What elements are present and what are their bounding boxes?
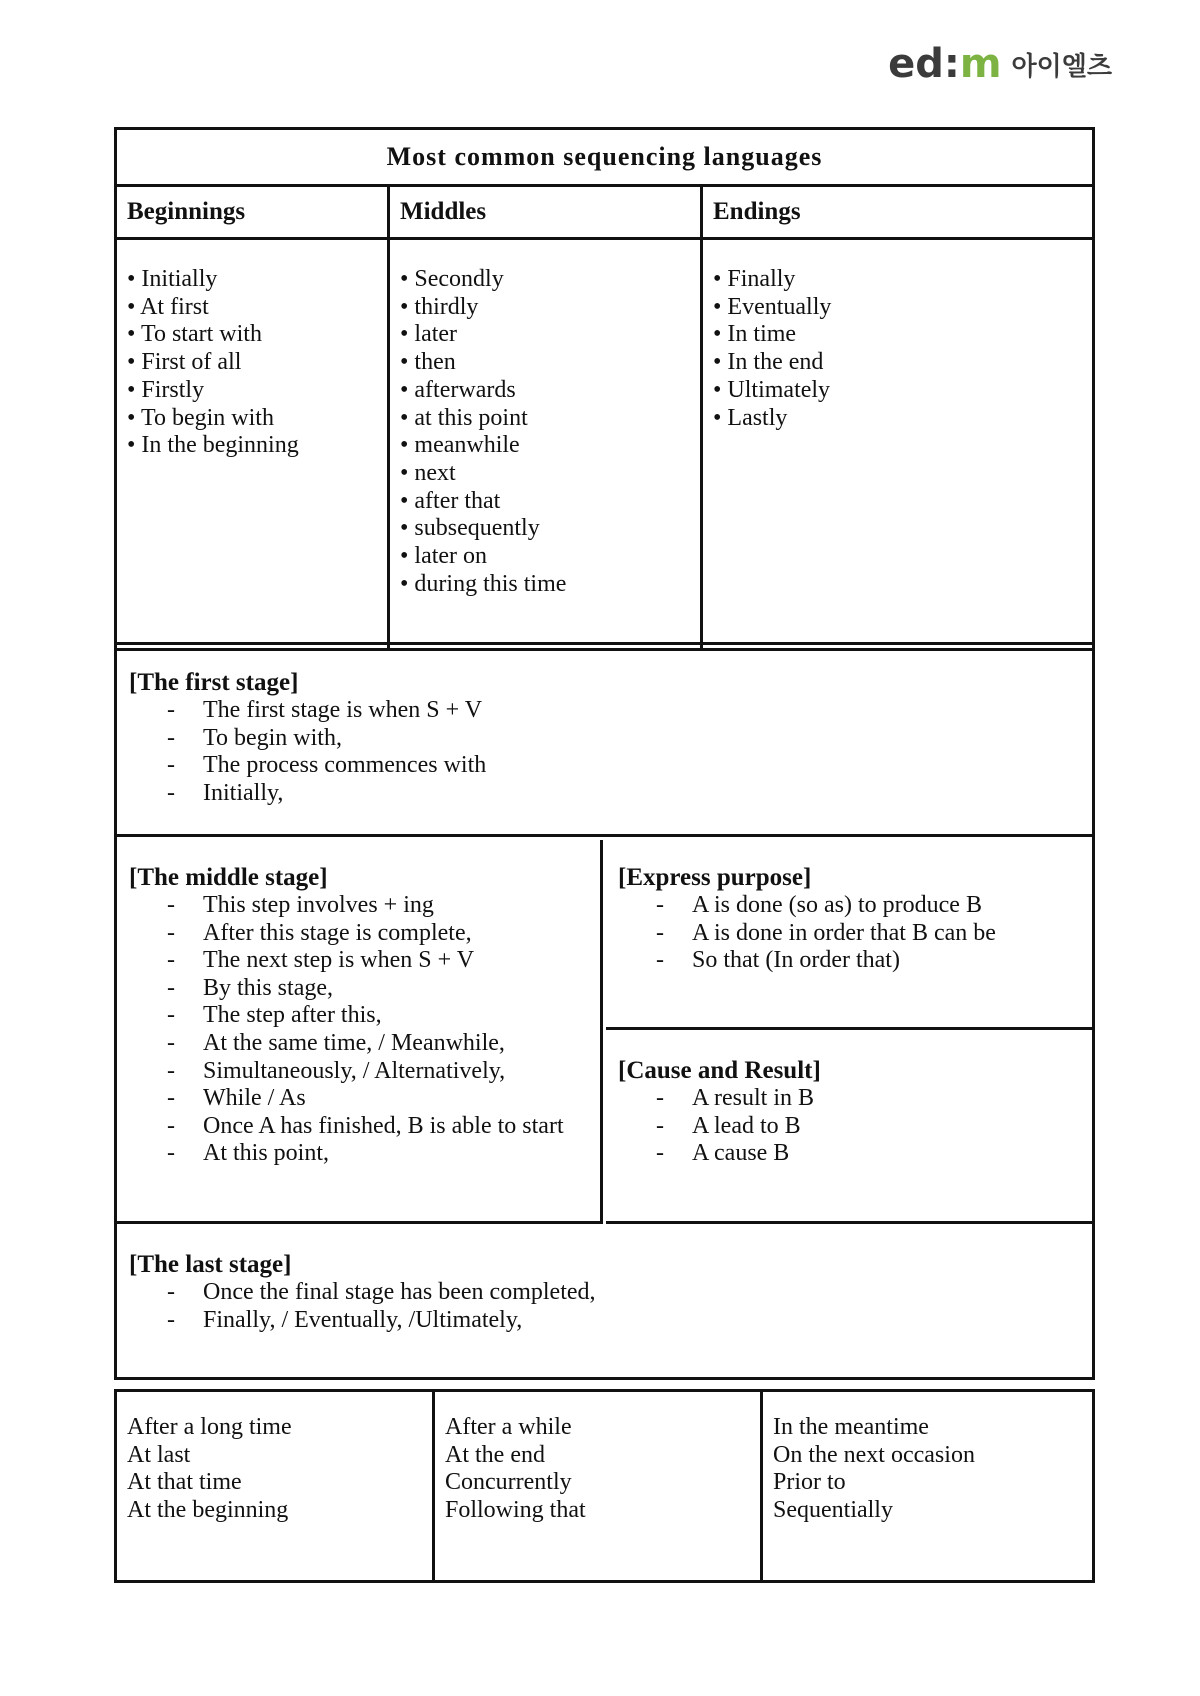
list-item: - A is done (so as) to produce B	[656, 892, 1082, 920]
list-item: • Ultimately	[713, 377, 1082, 405]
list-item: - Simultaneously, / Alternatively,	[167, 1058, 590, 1086]
list-item: • To start with	[127, 321, 377, 349]
brand-logo	[888, 40, 1112, 88]
phrase-item: At that time	[127, 1469, 242, 1496]
list-item: - To begin with,	[167, 725, 1082, 753]
list-item: - So that (In order that)	[656, 947, 1082, 975]
list-item: - A lead to B	[656, 1113, 1082, 1141]
phrase-item: Prior to	[773, 1469, 846, 1496]
middle-stage-list	[129, 892, 590, 1168]
header-beginnings: Beginnings	[116, 186, 389, 239]
list-item: • then	[400, 349, 690, 377]
first-stage-list	[129, 697, 1082, 807]
sequencing-table	[114, 127, 1095, 651]
stages-box	[114, 642, 1095, 1380]
logo-mark	[888, 40, 1001, 88]
list-item: • Eventually	[713, 294, 1082, 322]
list-item: • during this time	[400, 571, 690, 599]
middle-stage-section	[117, 840, 603, 1224]
middles-cell	[389, 239, 702, 650]
phrases-col-3	[762, 1391, 1094, 1582]
list-item: • Finally	[713, 266, 1082, 294]
first-stage-title: [The first stage]	[129, 669, 299, 696]
logo-ed: ed:	[888, 41, 960, 87]
list-item: - A cause B	[656, 1140, 1082, 1168]
header-endings: Endings	[702, 186, 1094, 239]
express-purpose-title: [Express purpose]	[618, 864, 812, 891]
list-item: • after that	[400, 488, 690, 516]
last-stage-list	[129, 1279, 1082, 1334]
list-item: - Initially,	[167, 780, 1082, 808]
phrase-item: After a long time	[127, 1414, 292, 1440]
list-item: - The process commences with	[167, 752, 1082, 780]
phrase-item: At last	[127, 1441, 191, 1468]
table-title: Most common sequencing languages	[116, 129, 1094, 186]
endings-list	[713, 266, 1082, 432]
list-item: • At first	[127, 294, 377, 322]
logo-korean-text: 아이엘츠	[1011, 51, 1112, 82]
list-item: • First of all	[127, 349, 377, 377]
extra-phrases-table	[114, 1389, 1095, 1583]
list-item: - Once A has finished, B is able to start	[167, 1113, 590, 1141]
phrase-item: After a while	[445, 1414, 572, 1440]
phrase-item: On the next occasion	[773, 1441, 975, 1468]
list-item: • Secondly	[400, 266, 690, 294]
list-item: - Once the final stage has been completed,	[167, 1279, 1082, 1307]
cause-result-list	[618, 1085, 1082, 1168]
list-item: • subsequently	[400, 515, 690, 543]
logo-m: m	[959, 41, 1002, 87]
cause-result-title: [Cause and Result]	[618, 1057, 821, 1084]
phrase-item: Concurrently	[445, 1469, 572, 1496]
list-item: - A is done in order that B can be	[656, 920, 1082, 948]
phrase-item: Following that	[445, 1496, 586, 1523]
list-item: - After this stage is complete,	[167, 920, 590, 948]
first-stage-section	[117, 645, 1092, 837]
list-item: - By this stage,	[167, 975, 590, 1003]
list-item: - The step after this,	[167, 1002, 590, 1030]
list-item: • Initially	[127, 266, 377, 294]
phrase-item: Sequentially	[773, 1496, 893, 1523]
endings-cell	[702, 239, 1094, 650]
list-item: • meanwhile	[400, 432, 690, 460]
list-item: • Lastly	[713, 405, 1082, 433]
list-item: • In the beginning	[127, 432, 377, 460]
phrase-item: At the end	[445, 1441, 545, 1468]
list-item: - A result in B	[656, 1085, 1082, 1113]
middle-stage-title: [The middle stage]	[129, 864, 328, 891]
header-middles: Middles	[389, 186, 702, 239]
phrase-item: In the meantime	[773, 1414, 929, 1440]
beginnings-list	[127, 266, 377, 460]
phrase-item: At the beginning	[127, 1496, 289, 1523]
phrases-col-2	[434, 1391, 762, 1582]
list-item: - Finally, / Eventually, /Ultimately,	[167, 1307, 1082, 1335]
beginnings-cell	[116, 239, 389, 650]
list-item: - The first stage is when S + V	[167, 697, 1082, 725]
list-item: - At the same time, / Meanwhile,	[167, 1030, 590, 1058]
express-purpose-list	[618, 892, 1082, 975]
list-item: - While / As	[167, 1085, 590, 1113]
list-item: • In the end	[713, 349, 1082, 377]
list-item: • later	[400, 321, 690, 349]
list-item: • next	[400, 460, 690, 488]
list-item: • To begin with	[127, 405, 377, 433]
express-purpose-section	[606, 840, 1092, 1030]
phrases-col-1	[116, 1391, 434, 1582]
list-item: - This step involves + ing	[167, 892, 590, 920]
list-item: - The next step is when S + V	[167, 947, 590, 975]
last-stage-title: [The last stage]	[129, 1251, 292, 1278]
list-item: • at this point	[400, 405, 690, 433]
list-item: - At this point,	[167, 1140, 590, 1168]
last-stage-section	[117, 1227, 1092, 1377]
list-item: • later on	[400, 543, 690, 571]
list-item: • thirdly	[400, 294, 690, 322]
middles-list	[400, 266, 690, 598]
list-item: • afterwards	[400, 377, 690, 405]
list-item: • Firstly	[127, 377, 377, 405]
cause-result-section	[606, 1033, 1092, 1224]
list-item: • In time	[713, 321, 1082, 349]
